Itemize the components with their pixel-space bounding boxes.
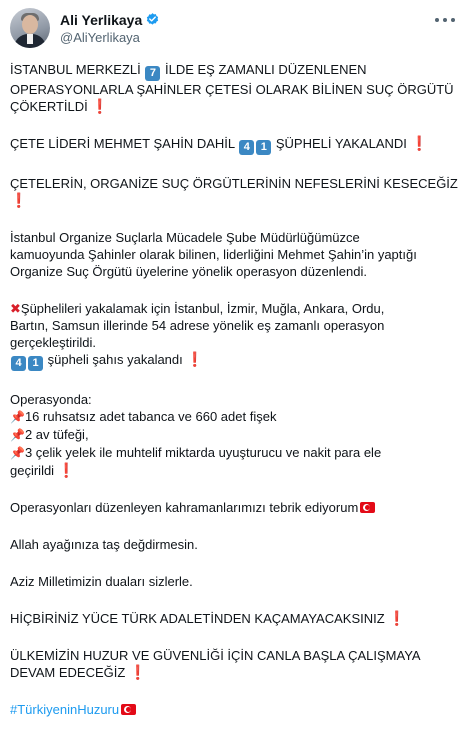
text-line: Operasyonda: (10, 392, 92, 407)
keycap-7-icon: 7 (145, 66, 160, 81)
turkey-flag-icon (121, 704, 136, 715)
text-line: ÇETE LİDERİ MEHMET ŞAHİN DAHİL 4 1 ŞÜPHELİ YAKALANDI ❗ (10, 135, 428, 153)
text-line: Organize Suç Örgütü üyelerine yönelik operasyon düzenlendi. (10, 264, 367, 279)
tweet-header (10, 8, 459, 48)
text-line: OPERASYONLARLA ŞAHİNLER ÇETESİ OLARAK BİLİNEN SUÇ ÖRGÜTÜ (10, 82, 454, 97)
keycap-1-icon: 1 (28, 356, 43, 371)
text-line: gerçekleştirildi. (10, 335, 96, 350)
text-line: ✖Şüphelileri yakalamak için İstanbul, İzmir, Muğla, Ankara, Ordu, (10, 301, 385, 316)
red-exclamation-icon: ❗ (410, 135, 428, 151)
text-line: 📌2 av tüfeği, (10, 427, 89, 442)
red-exclamation-icon: ❗ (10, 192, 28, 208)
text-line: Allah ayağınıza taş değdirmesin. (10, 537, 198, 552)
turkey-flag-icon (360, 502, 375, 513)
text-line: İstanbul Organize Suçlarla Mücadele Şube Müdürlüğümüzce (10, 230, 360, 245)
red-exclamation-icon: ❗ (57, 462, 76, 478)
keycap-1-icon: 1 (256, 140, 271, 155)
text-line: ÜLKEMİZİN HUZUR VE GÜVENLİĞİ İÇİN CANLA BAŞLA ÇALIŞMAYA (10, 648, 421, 663)
text-line: kamuoyunda Şahinler olarak bilinen, liderliğini Mehmet Şahin’in yaptığı (10, 247, 417, 262)
text-line: ÇETELERİN, ORGANİZE SUÇ ÖRGÜTLERİNİN NEFESLERİNİ KESECEĞİZ (10, 176, 458, 191)
verified-badge-icon (145, 12, 160, 27)
text-line: DEVAM EDECEĞİZ ❗ (10, 664, 147, 680)
pushpin-icon: 📌 (10, 428, 25, 442)
red-exclamation-icon: ❗ (91, 98, 109, 114)
red-exclamation-icon: ❗ (186, 351, 204, 367)
hashtag-link[interactable]: #TürkiyeninHuzuru (10, 702, 120, 717)
text-line: Aziz Milletimizin duaları sizlerle. (10, 574, 193, 589)
text-line: geçirildi ❗ (10, 462, 76, 478)
tweet-text (10, 61, 459, 718)
text-line: 4 1 şüpheli şahıs yakalandı ❗ (10, 351, 459, 371)
text-line: İSTANBUL MERKEZLİ 7 İLDE EŞ ZAMANLI DÜZENLENEN (10, 62, 367, 79)
pushpin-icon: 📌 (10, 446, 25, 460)
red-exclamation-icon: ❗ (388, 610, 406, 626)
text-line: ÇÖKERTİLDİ ❗ (10, 98, 109, 114)
text-line (10, 192, 459, 209)
text-line: Bartın, Samsun illerinde 54 adrese yönelik eş zamanlı operasyon (10, 318, 385, 333)
text-line: Operasyonları düzenleyen kahramanlarımızı tebrik ediyorum (10, 499, 459, 516)
keycap-4-icon: 4 (239, 140, 254, 155)
author-block (60, 11, 160, 46)
author-handle[interactable]: @AliYerlikaya (60, 29, 140, 45)
text-line: 📌16 ruhsatsız adet tabanca ve 660 adet fişek (10, 409, 277, 424)
text-line: 📌3 çelik yelek ile muhtelif miktarda uyuşturucu ve nakit para ele (10, 445, 382, 460)
cross-mark-icon: ✖ (10, 301, 21, 316)
text-line: HİÇBİRİNİZ YÜCE TÜRK ADALETİNDEN KAÇAMAYACAKSINIZ ❗ (10, 610, 406, 626)
red-exclamation-icon: ❗ (128, 664, 147, 680)
name-row (60, 11, 160, 29)
avatar[interactable] (10, 8, 50, 48)
pushpin-icon: 📌 (10, 410, 25, 424)
author-display-name[interactable]: Ali Yerlikaya (60, 11, 143, 28)
keycap-4-icon: 4 (11, 356, 26, 371)
text-line (10, 701, 459, 718)
more-options-icon[interactable] (435, 12, 455, 28)
